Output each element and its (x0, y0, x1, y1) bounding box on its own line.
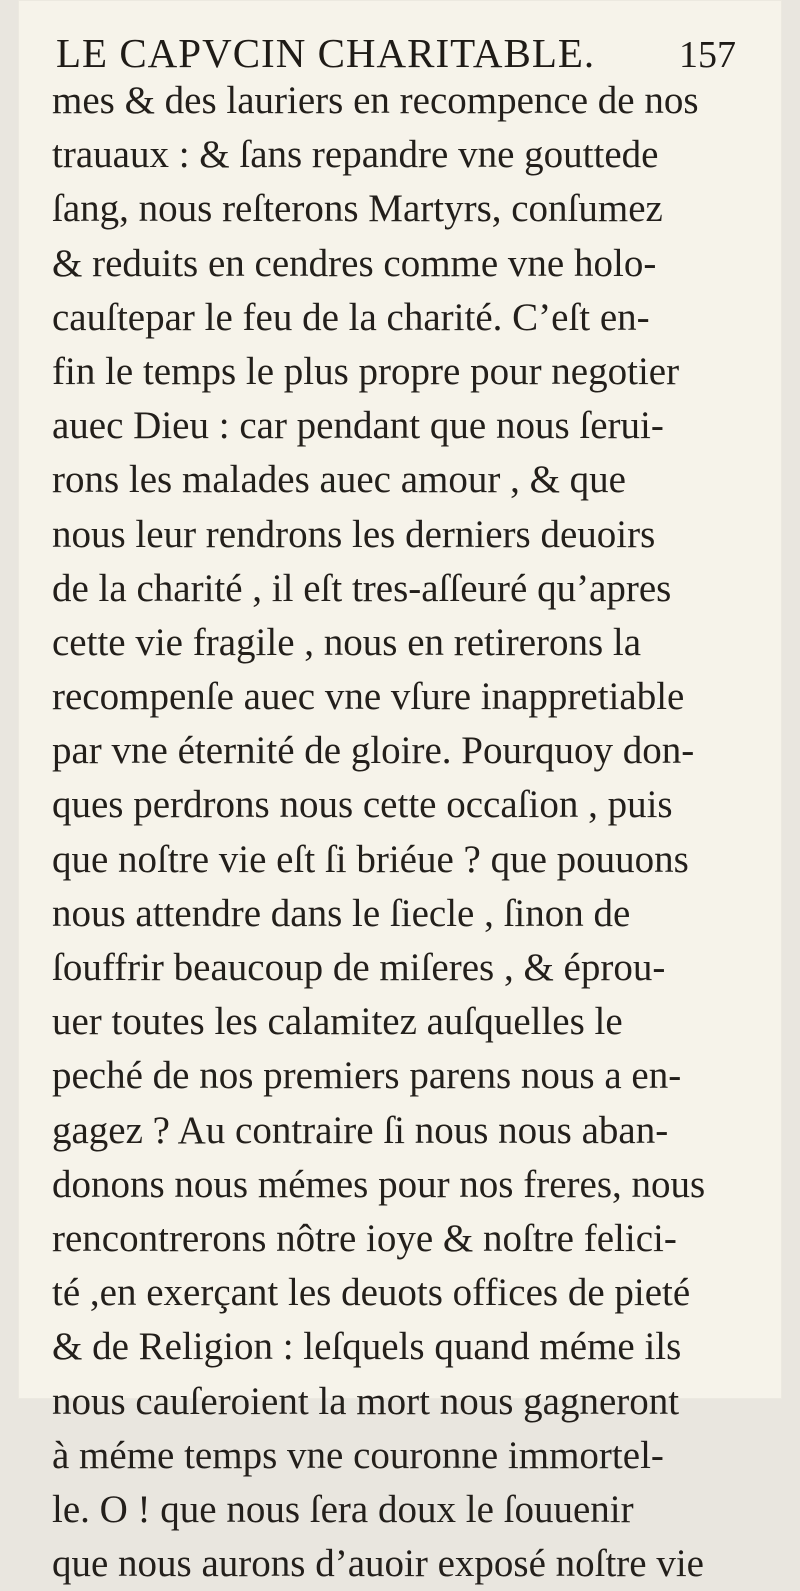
text-line: peché de nos premiers parens nous a en- (52, 1054, 682, 1098)
body-text (52, 74, 734, 1591)
text-line: nous attendre dans le ſiecle , ſinon de (52, 891, 631, 935)
text-line: cauſtepar le feu de la charité. C’eſt en- (52, 295, 650, 339)
text-line: mes & des lauriers en recompence de nos (52, 79, 699, 122)
text-line: té ,en exerçant les deuots offices de pieté (52, 1271, 691, 1315)
text-line: de la charité , il eſt tres-aſſeuré qu’apres (52, 566, 672, 610)
text-line: uer toutes les calamitez auſquelles le (52, 1000, 623, 1044)
running-title: LE CAPVCIN CHARITABLE. (56, 30, 596, 76)
text-line: auec Dieu : car pendant que nous ſerui- (52, 404, 664, 448)
text-line: & reduits en cendres comme vne holo- (52, 241, 657, 285)
text-line: & de Religion : leſquels quand méme ils (52, 1325, 682, 1369)
book-page (18, 0, 782, 1586)
text-line: recompenſe auec vne vſure inappretiable (52, 675, 685, 719)
text-line: cette vie fragile , nous en retirerons la (52, 620, 642, 664)
text-line: rons les malades auec amour , & que (52, 458, 626, 502)
text-line: le. O ! que nous ſera doux le ſouuenir (52, 1487, 634, 1531)
text-line: nous cauſeroient la mort nous gagneront (52, 1379, 680, 1423)
text-line: ques perdrons nous cette occaſion , puis (52, 783, 673, 827)
text-line: que nous aurons d’auoir exposé noſtre vie (52, 1542, 704, 1586)
text-line: ſang, nous reſterons Martyrs, conſumez (52, 187, 663, 231)
text-line: par vne éternité de gloire. Pourquoy don- (52, 729, 695, 773)
text-line: nous leur rendrons les derniers deuoirs (52, 512, 656, 556)
text-line: fin le temps le plus propre pour negotier (52, 349, 680, 393)
text-line: donons nous mémes pour nos freres, nous (52, 1162, 706, 1206)
text-line: à méme temps vne couronne immortel- (52, 1433, 664, 1477)
text-line: gagez ? Au contraire ſi nous nous aban- (52, 1108, 669, 1152)
text-line: ſouffrir beaucoup de miſeres , & éprou- (52, 946, 666, 989)
page-number: 157 (679, 34, 736, 76)
text-line: que noſtre vie eſt ſi briéue ? que pouuons (52, 837, 689, 881)
page-header (56, 20, 736, 74)
text-line: trauaux : & ſans repandre vne gouttede (52, 133, 659, 177)
text-line: rencontrerons nôtre ioye & noſtre felici- (52, 1216, 677, 1260)
